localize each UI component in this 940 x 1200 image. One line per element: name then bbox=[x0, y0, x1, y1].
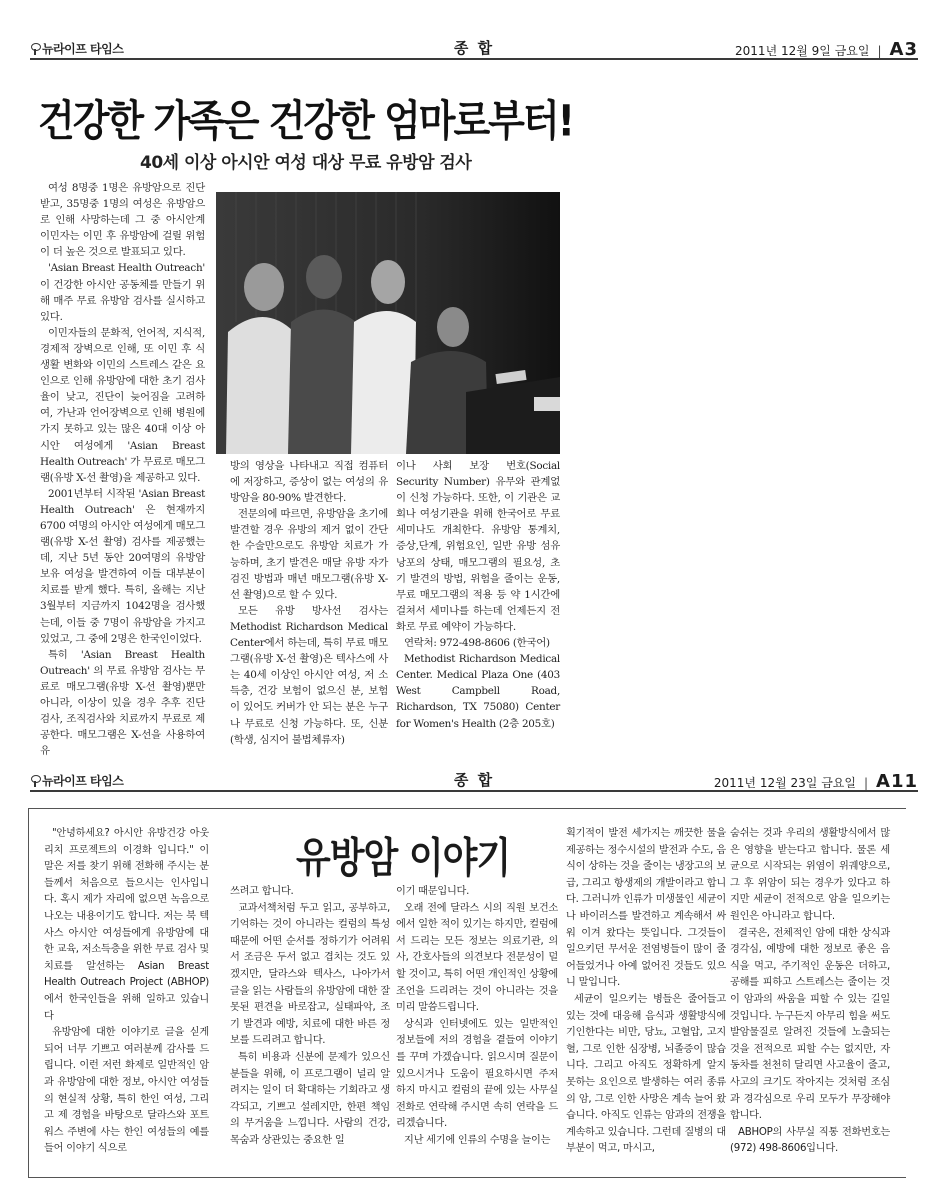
article-subheadline: 40세 이상 아시안 여성 대상 무료 유방암 검사 bbox=[140, 153, 472, 173]
paragraph: 지난 세기에 인류의 수명을 늘이는 bbox=[404, 1134, 551, 1146]
paragraph: 쓰려고 합니다. bbox=[230, 886, 294, 897]
newspaper-logo bbox=[30, 772, 123, 789]
paragraph: 'Asian Breast Health Outreach' 이 건강한 아시안 공동체를 만들기 위해 매주 무료 유방암 검사를 실시하고 있다. bbox=[40, 262, 205, 323]
paragraph: 교과서책처럼 두고 읽고, 공부하고, 기억하는 것이 아니라는 컬럼의 특성 때문에 어떤 순서를 정하기가 어려워서 조금은 두서 없고 겹치는 것도 있겠지만, 달라스와 텍사스, 나아가서 글을 읽는 사람들의 유방암에 대한 잘못된 편견을 바로잡고, 실태파악, 조기 발견과 예방, 치료에 대한 바른 정보를 드리려고 합니다. bbox=[230, 902, 390, 1047]
column-text-5 bbox=[730, 826, 890, 1158]
paragraph: 세균이 일으키는 병들은 줄어들고 있는 것에 대응해 음식과 생활방식에 기인한다는 비만, 당뇨, 고혈압, 고지혈, 그로 인한 심장병, 뇌졸증이 많습니다. 그리고 아직도 정확하게 알지 못하는 요인으로 발생하는 여러 종류의 암, 그로 인한 사망은 계속 늘어 왔습니다. 아직도 인류는 암과의 전쟁을 계속하고 있습니다. 그런데 질병의 대부분이 먹고, 마시고, bbox=[566, 993, 726, 1155]
paragraph: 유방암에 대한 이야기로 글을 싣게 되어 너무 기쁘고 여러분께 감사를 드립니다. 이런 저런 화제로 일반적인 암과 유방암에 대한 정보, 아시안 여성들의 현실적 상황, 특히 한인 여성, 그리고 제 경험을 바탕으로 달라스와 포트워스 주변에 사는 한인 여성들의 예를 들어 이야기 식으로 bbox=[44, 1027, 209, 1155]
paragraph: 숨쉬는 것과 우리의 생활방식에서 많은 영향을 받는다고 합니다. 물론 세균으로 시작되는 위염이 위궤양으로, 그 후 위암이 되는 경우가 있다고 하지만 세균이 전적으로 암을 일으키는 원인은 아니라고 합니다. bbox=[730, 828, 890, 922]
paragraph: 결국은, 전체적인 암에 대한 상식과 경각심, 예방에 대한 정보로 좋은 음식을 먹고, 주기적인 운동은 더하고, 공해를 피하고 스트레스는 줄이는 것이 암과의 싸움을 피할 수 있는 길일 것입니다. 누구든지 아무리 힘을 써도 발암물질로 알려진 것들에 노출되는 것을 전적으로 피할 수는 없지만, 자동차를 천천히 달리면 사고율이 줄고, 사고의 크기도 작아지는 것처럼 조심과 경각심으로 우리 모두가 무장해야 합니다. bbox=[730, 927, 890, 1122]
paragraph: 2001년부터 시작된 'Asian Breast Health Outreach' 은 현재까지 6700 여명의 아시안 여성에게 매모그램(유방 X-선 촬영) 검사를 제공했는데, 지난 5년 동안 20여명의 유방암 보유 여성을 발견하여 이들 대부분이 치료를 받게 했다. 특히, 올해는 지난 3월부터 지금까지 1042명을 검사했는데, 이들 중 7명이 유방암을 가지고 있었고, 그 중에 2명은 한국인이었다. bbox=[40, 487, 205, 645]
article-column-2 bbox=[230, 458, 388, 748]
paragraph: 전문의에 따르면, 유방암을 초기에 발견할 경우 유방의 제거 없이 간단한 수술만으로도 유방암 치료가 가능하며, 초기 발견은 매달 유방 자가 검진 방법과 매년 매모그램(유방 X-선 촬영)으로 할 수 있다. bbox=[230, 508, 388, 601]
article-column-1 bbox=[40, 180, 205, 759]
section-label: 종 합 bbox=[453, 39, 495, 57]
paragraph: 특히 비용과 신분에 문제가 있으신 분들을 위해, 이 프로그램이 널리 알려지는 일이 더 확대하는 기회라고 생각되고, 기쁘고 설레지만, 한편 책임의 무거움을 느낍니다. 사람의 건강, 목숨과 상관있는 중요한 일 bbox=[230, 1051, 390, 1146]
dateline bbox=[714, 771, 918, 792]
article-column-3 bbox=[396, 458, 560, 732]
tree-logo-icon bbox=[30, 775, 40, 787]
article-headline: 건강한 가족은 건강한 엄마로부터! bbox=[38, 96, 573, 146]
column-text-3 bbox=[396, 884, 558, 1150]
masthead-a3 bbox=[30, 34, 918, 60]
paragraph: 이민자들의 문화적, 언어적, 지식적, 경제적 장벽으로 인해, 또 이민 후 식생활 변화와 이민의 스트레스 같은 요인으로 인해 유방암에 대한 초기 검사율이 낮고, 진단이 늦어짐을 고려하여, 가난과 언어장벽으로 인해 병원에 가지 못하고 있는 많은 40대 이상 아시안 여성에게 'Asian Breast Health Outreach' 가 무료로 매모그램(유방 X-선 촬영)을 제공하고 있다. bbox=[40, 326, 205, 484]
group-photo-image bbox=[216, 192, 560, 454]
newspaper-logo bbox=[30, 40, 123, 57]
section-label: 종 합 bbox=[453, 771, 495, 789]
article-photo bbox=[216, 192, 560, 454]
issue-date: 2011년 12월 9일 금요일 bbox=[735, 44, 870, 58]
logo-text: 뉴라이프 타임스 bbox=[42, 42, 124, 56]
column-title: 유방암 이야기 bbox=[296, 835, 511, 883]
column-text-4 bbox=[566, 826, 726, 1158]
paragraph: 특히 'Asian Breast Health Outreach' 의 무료 유방암 검사는 무료로 매모그램(유방 X-선 촬영)뿐만 아니라, 이상이 있을 경우 추후 진단검사, 조직검사와 치료까지 무료로 제공한다. 매모그램은 X-선을 사용하여 유 bbox=[40, 648, 205, 758]
contact-phone: ABHOP의 사무실 직통 전화번호는(972) 498-8606입니다. bbox=[730, 1126, 890, 1155]
dateline-separator: | bbox=[877, 44, 882, 58]
paragraph: 이나 사회 보장 번호(Social Security Number) 유무와 관계없이 신청 가능하다. 또한, 이 기관은 교회나 여성기관을 위해 한국어로 무료 세미나도 개최한다. 유방암 통계치, 증상,단계, 위험요인, 일반 유방 섬유 낭포의 상태, 매모그램의 필요성, 초기 발견의 방법, 위험을 줄이는 운동, 무료 매모그램의 적용 등 약 1시간에 걸쳐서 세미나를 하는데 언제든지 전화로 무료 예약이 가능하다. bbox=[396, 460, 560, 633]
paragraph: 모든 유방 방사선 검사는 Methodist Richardson Medical Center에서 하는데, 특히 무료 매모그램(유방 X-선 촬영)은 텍사스에 사는 40세 이상인 아시안 여성, 저 소득층, 건강 보험이 없으신 분, 보험이 있어도 커버가 안 되는 분은 누구나 무료로 신청 가능하다. 또, 신분(학생, 심지어 불법체류자) bbox=[230, 604, 388, 746]
paragraph: 획기적이 발전 세가지는 깨끗한 물을 제공하는 정수시설의 발전과 수도, 음식이 상하는 것을 줄이는 냉장고의 보급, 그리고 항생제의 개발이라고 합니다. 그러니까 인류가 미생물인 세균이나 바이러스를 발견하고 계속해서 싸워 이겨 왔다는 뜻입니다. 그것들이 일으키던 무서운 전염병들이 많이 줄어들었거나 아예 없어진 것들도 있으니 말입니다. bbox=[566, 828, 726, 989]
dateline-separator: | bbox=[863, 776, 869, 790]
paragraph: "안녕하세요? 아시안 유방건강 아웃리치 프로젝트의 이경화 입니다." 이 말은 저를 찾기 위해 전화해 주시는 분들께서 처음으로 들으시는 인사입니다. 혹시 제가 자리에 없으면 녹음으로 나오는 내용이기도 합니다. 저는 북 텍사스 아시안 여성들에게 유방암에 대한 교육, 저소득층을 위한 무료 검사 및 치료를 알선하는 Asian Breast Health Outreach Project (ABHOP) 에서 한국인들을 위해 일하고 있습니다 bbox=[44, 828, 209, 1022]
page-number: A3 bbox=[889, 39, 918, 60]
issue-date: 2011년 12월 23일 금요일 bbox=[713, 776, 856, 790]
masthead-a11 bbox=[30, 766, 918, 792]
column-text-1 bbox=[44, 826, 209, 1158]
page-number: A11 bbox=[876, 771, 918, 792]
contact-address: Methodist Richardson Medical Center. Medical Plaza One (403 West Campbell Road, Richardson, TX 75080) Center for Women's Health (2층 205호) bbox=[396, 653, 560, 730]
tree-logo-icon bbox=[30, 43, 40, 55]
column-text-2 bbox=[230, 884, 390, 1150]
paragraph: 방의 영상을 나타내고 직접 컴퓨터에 저장하고, 증상이 없는 여성의 유방암을 80-90% 발견한다. bbox=[230, 460, 388, 505]
dateline bbox=[735, 39, 918, 60]
paragraph: 상식과 인터넷에도 있는 일반적인 정보들에 저의 경험을 곁들여 이야기를 꾸며 가겠습니다. 읽으시며 질문이 있으시거나 도움이 필요하시면 주저하지 마시고 컬럼의 끝에 있는 사무실 전화로 연락해 주시면 속히 연락을 드리겠습니다. bbox=[396, 1018, 558, 1130]
paragraph: 이기 때문입니다. bbox=[396, 886, 470, 897]
paragraph: 여성 8명중 1명은 유방암으로 진단 받고, 35명중 1명의 여성은 유방암으로 인해 사망하는데 그 중 아시안계 이민자는 이민 후 유방암에 걸릴 위험이 더 높은 것으로 발표되고 있다. bbox=[40, 182, 205, 259]
contact-phone: 연락처: 972-498-8606 (한국어) bbox=[404, 637, 550, 650]
logo-text: 뉴라이프 타임스 bbox=[42, 774, 124, 788]
paragraph: 오래 전에 달라스 시의 직원 보건소에서 일한 적이 있기는 하지만, 컬럼에서 드리는 모든 정보는 의료기관, 의사, 간호사들의 의견보다 전문성이 덜할 것이고, 특히 어떤 개인적인 상황에 조언을 드리려는 것이 아니라는 것을 미리 말씀드립니다. bbox=[396, 902, 558, 1014]
